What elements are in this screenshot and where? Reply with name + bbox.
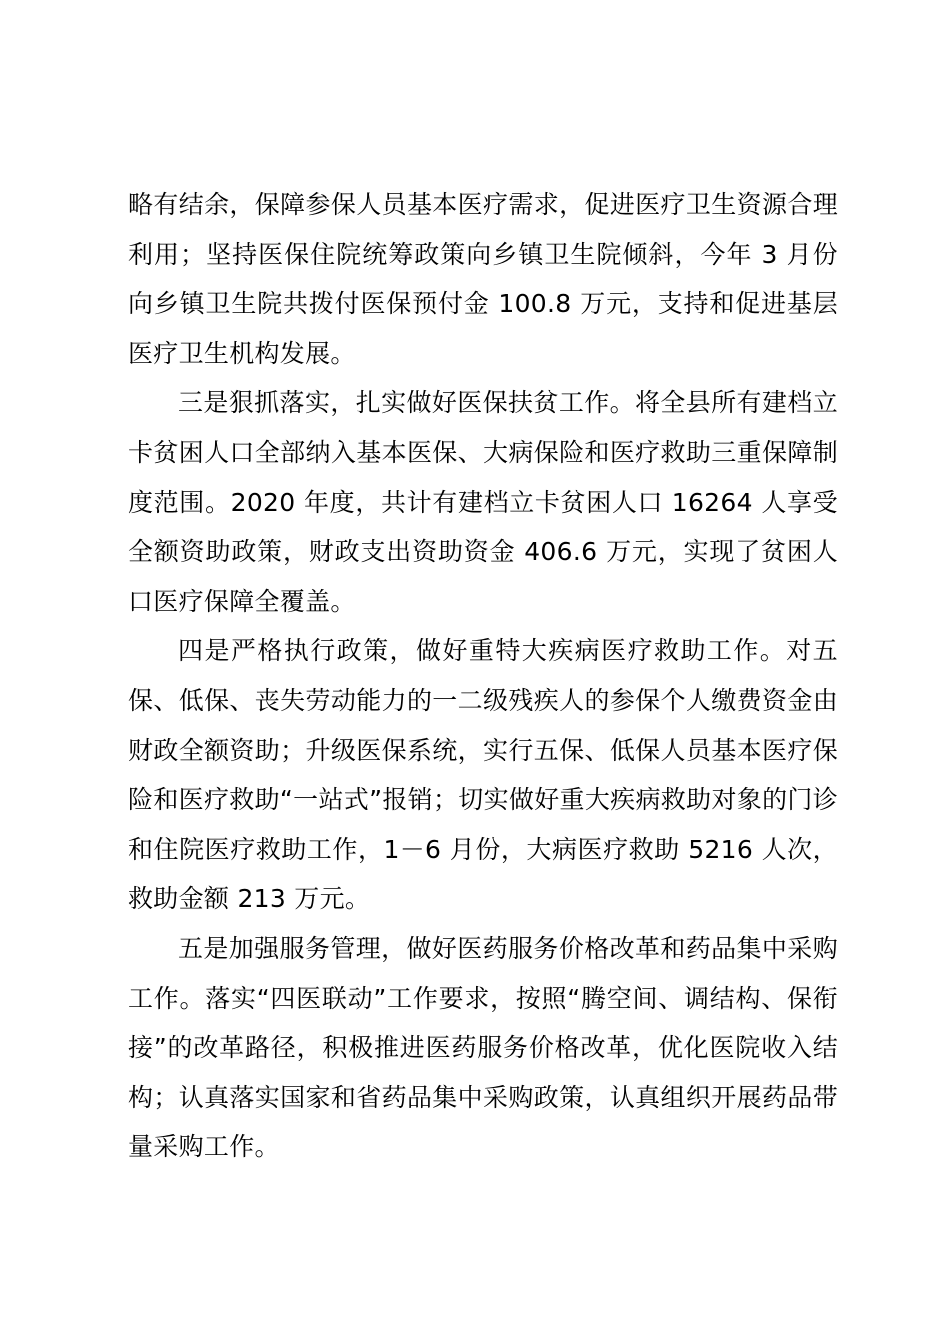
paragraph-continuation: 略有结余，保障参保人员基本医疗需求，促进医疗卫生资源合理利用；坚持医保住院统筹政策向乡镇卫生院倾斜，今年 3 月份向乡镇卫生院共拨付医保预付金 100.8 万元，支持和促进基层医疗卫生机构发展。 xyxy=(128,190,838,368)
paragraph-major-illness-aid: 四是严格执行政策，做好重特大疾病医疗救助工作。对五保、低保、丧失劳动能力的一二级残疾人的参保个人缴费资金由财政全额资助；升级医保系统，实行五保、低保人员基本医疗保险和医疗救助“一站式”报销；切实做好重大疾病救助对象的门诊和住院医疗救助工作，1－6 月份，大病医疗救助 5216 人次，救助金额 213 万元。 xyxy=(128,636,838,914)
paragraph-pricing-reform: 五是加强服务管理，做好医药服务价格改革和药品集中采购工作。落实“四医联动”工作要求，按照“腾空间、调结构、保衔接”的改革路径，积极推进医药服务价格改革，优化医院收入结构；认真落实国家和省药品集中采购政策，认真组织开展药品带量采购工作。 xyxy=(128,933,838,1162)
document-body xyxy=(128,180,838,1172)
paragraph-poverty-relief: 三是狠抓落实，扎实做好医保扶贫工作。将全县所有建档立卡贫困人口全部纳入基本医保、大病保险和医疗救助三重保障制度范围。2020 年度，共计有建档立卡贫困人口 16264 人享受全额资助政策，财政支出资助资金 406.6 万元，实现了贫困人口医疗保障全覆盖。 xyxy=(128,388,838,616)
